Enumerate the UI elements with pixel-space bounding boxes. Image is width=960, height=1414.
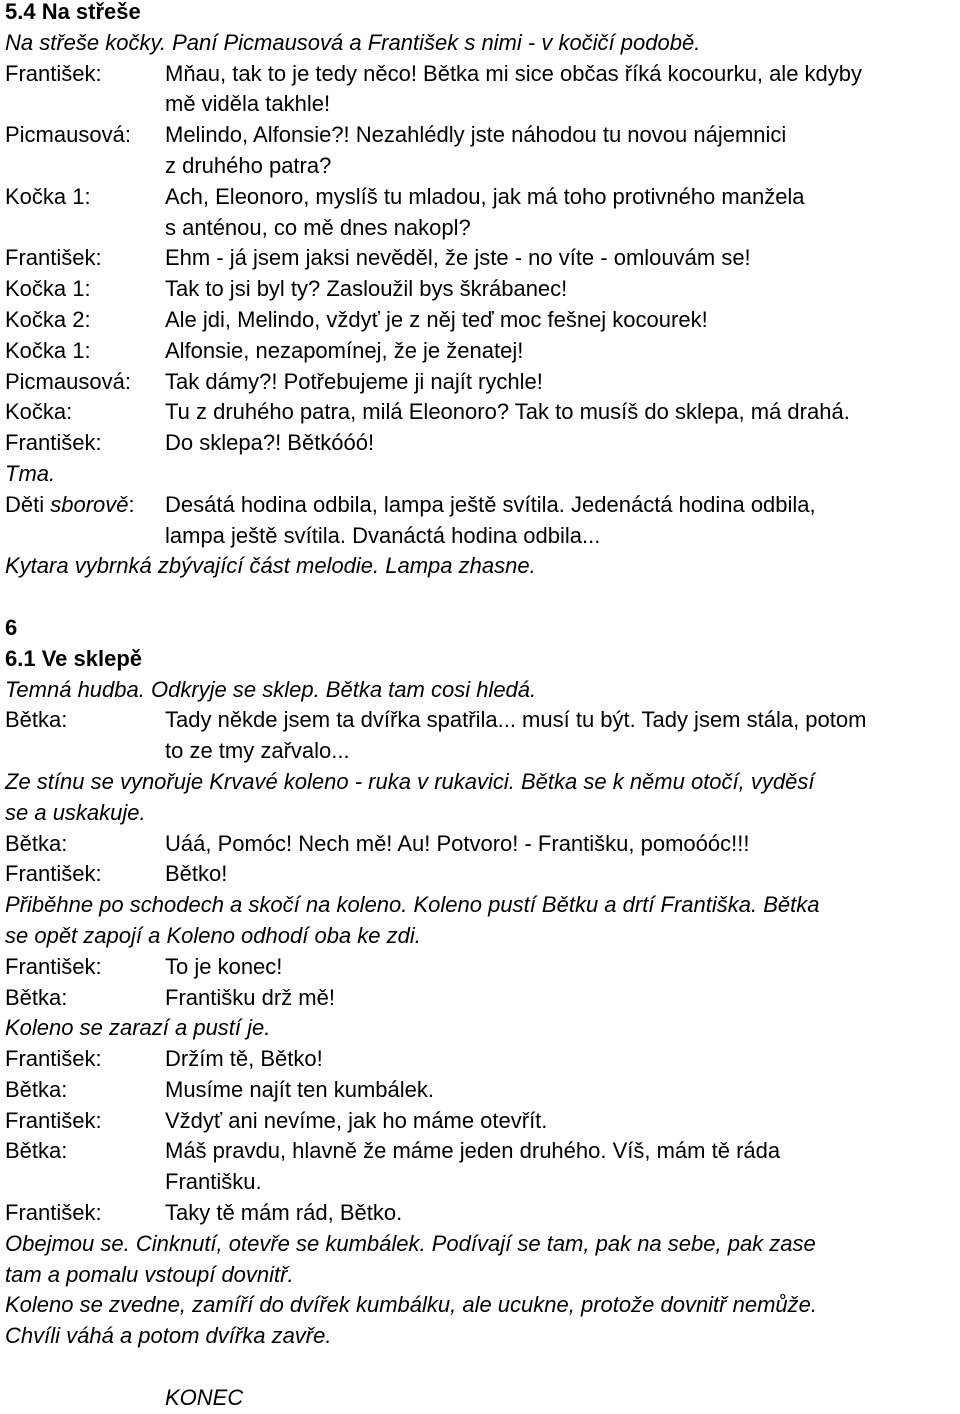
chapter-number: 6 [5,614,18,640]
dialogue-block [5,59,960,459]
speech-text [165,305,960,336]
dialogue-entry [5,1198,960,1229]
speaker-label: Kočka 1: [5,183,91,209]
scene-heading-5-4: 5.4 Na střeše [5,0,141,24]
stage-direction: Na střeše kočky. Paní Picmausová a František s nimi - v kočičí podobě. [5,29,701,55]
speech-line: to ze tmy zařvalo... [165,738,350,764]
speaker-label: Bětka: [5,1138,68,1164]
speaker-label: František: [5,245,102,271]
chorus-speaker: Děti [5,491,45,517]
speech-line: z druhého patra? [165,152,332,178]
speech-text [165,829,960,860]
speaker-label: Picmausová: [5,122,131,148]
chorus-manner: sborově [50,491,129,517]
speaker-label: František: [5,1046,102,1072]
dialogue-entry [5,983,960,1014]
speech-line: Desátá hodina odbila, lampa ještě svítila. Jedenáctá hodina odbila, [165,491,816,517]
dialogue-entry [5,859,960,890]
speech-text [165,1106,960,1137]
stage-direction: Koleno se zarazí a pustí je. [5,1015,271,1041]
script-content [5,0,960,1414]
speech-line: Melindo, Alfonsie?! Nezahlédly jste náhodou tu novou nájemnici [165,122,787,148]
dialogue-entry [5,305,960,336]
speaker-label: Bětka: [5,1076,68,1102]
dialogue-entry [5,336,960,367]
speech-text [165,705,960,767]
speech-text [165,1075,960,1106]
speech-line: Tady někde jsem ta dvířka spatřila... musí tu být. Tady jsem stála, potom [165,707,867,733]
speech-line: Tak to jsi byl ty? Zasloužil bys škrábanec! [165,276,568,302]
speech-line: s anténou, co mě dnes nakopl? [165,214,471,240]
speech-line: Bětko! [165,861,228,887]
speech-line: Tak dámy?! Potřebujeme ji najít rychle! [165,368,543,394]
dialogue-block [5,829,960,891]
dialogue-entry [5,397,960,428]
speaker-label: František: [5,60,102,86]
speech-line: Držím tě, Bětko! [165,1046,323,1072]
speech-line: Ehm - já jsem jaksi nevěděl, že jste - no víte - omlouvám se! [165,245,751,271]
speaker-label: František: [5,1200,102,1226]
speaker-label: Bětka: [5,984,68,1010]
speaker-label: František: [5,430,102,456]
dialogue-entry [5,705,960,767]
dialogue-entry [5,829,960,860]
stage-direction [5,767,960,829]
speaker-label: Bětka: [5,707,68,733]
stage-direction: Kytara vybrnká zbývající část melodie. Lampa zhasne. [5,553,536,579]
speech-text [165,952,960,983]
spacer [5,1352,960,1383]
speaker-label: František: [5,1107,102,1133]
speaker-label: Kočka 1: [5,337,91,363]
speaker-label: František: [5,861,102,887]
speech-line: Františku. [165,1169,262,1195]
stage-line: Přiběhne po schodech a skočí na koleno. Koleno pustí Bětku a drtí Františka. Bětka [5,892,820,918]
dialogue-entry [5,1075,960,1106]
speech-line: mě viděla takhle! [165,91,331,117]
speech-text [165,490,960,552]
dialogue-entry [5,490,960,552]
speech-line: Ach, Eleonoro, myslíš tu mladou, jak má toho protivného manžela [165,183,805,209]
speech-line: Mňau, tak to je tedy něco! Bětka mi sice občas říká kocourku, ale kdyby [165,60,863,86]
speech-text [165,1044,960,1075]
dialogue-entry [5,120,960,182]
dialogue-entry [5,1106,960,1137]
dialogue-entry [5,952,960,983]
dialogue-entry [5,1044,960,1075]
speech-line: Do sklepa?! Bětkóóó! [165,430,375,456]
speech-text [165,336,960,367]
speaker-label: Kočka 1: [5,276,91,302]
speaker-colon: : [128,491,135,517]
speech-text [165,243,960,274]
speech-line: Ale jdi, Melindo, vždyť je z něj teď moc fešnej kocourek! [165,306,708,332]
dialogue-entry [5,59,960,121]
dialogue-block [5,1044,960,1229]
speaker-label: František: [5,953,102,979]
end-marker: KONEC [165,1384,244,1410]
dialogue-entry [5,367,960,398]
stage-line: Obejmou se. Cinknutí, otevře se kumbálek. Podívají se tam, pak na sebe, pak zase [5,1230,816,1256]
speech-line: Musíme najít ten kumbálek. [165,1076,435,1102]
speech-text [165,59,960,121]
speaker-label [5,490,165,552]
dialogue-entry [5,182,960,244]
speech-text [165,983,960,1014]
speech-text [165,428,960,459]
stage-line: se opět zapojí a Koleno odhodí oba ke zdi. [5,922,421,948]
speaker-label: Kočka: [5,399,73,425]
speech-text [165,1198,960,1229]
speaker-label: Picmausová: [5,368,131,394]
stage-line: Ze stínu se vynořuje Krvavé koleno - ruka v rukavici. Bětka se k němu otočí, vyděsí [5,768,815,794]
stage-line: tam a pomalu vstoupí dovnitř. [5,1261,294,1287]
speech-text [165,182,960,244]
speech-line: Vždyť ani nevíme, jak ho máme otevřít. [165,1107,548,1133]
dialogue-entry [5,274,960,305]
speech-text [165,397,960,428]
dialogue-block [5,952,960,1014]
speech-text [165,1136,960,1198]
dialogue-entry [5,1136,960,1198]
speech-line: lampa ještě svítila. Dvanáctá hodina odbila... [165,522,601,548]
speech-line: Máš pravdu, hlavně že máme jeden druhého. Víš, mám tě ráda [165,1138,781,1164]
dialogue-block [5,705,960,767]
speech-text [165,274,960,305]
speech-line: To je konec! [165,953,283,979]
stage-line: se a uskakuje. [5,799,146,825]
speech-line: Alfonsie, nezapomínej, že je ženatej! [165,337,524,363]
stage-line: Chvíli váhá a potom dvířka zavře. [5,1323,332,1349]
dialogue-entry [5,428,960,459]
speech-text [165,367,960,398]
speech-line: Tu z druhého patra, milá Eleonoro? Tak to musíš do sklepa, má drahá. [165,399,850,425]
stage-line: Koleno se zvedne, zamíří do dvířek kumbálku, ale ucukne, protože dovnitř nemůže. [5,1292,817,1318]
speech-line: Františku drž mě! [165,984,335,1010]
scene-heading-6-1: 6.1 Ve sklepě [5,645,142,671]
speech-line: Taky tě mám rád, Bětko. [165,1200,403,1226]
dialogue-entry [5,243,960,274]
stage-direction: Tma. [5,460,56,486]
spacer [5,582,960,613]
stage-direction [5,890,960,952]
stage-direction [5,1229,960,1352]
speaker-label: Bětka: [5,830,68,856]
speech-text [165,859,960,890]
speaker-label: Kočka 2: [5,306,91,332]
stage-direction: Temná hudba. Odkryje se sklep. Bětka tam cosi hledá. [5,676,537,702]
speech-line: Uáá, Pomóc! Nech mě! Au! Potvoro! - Františku, pomoóóc!!! [165,830,750,856]
speech-text [165,120,960,182]
